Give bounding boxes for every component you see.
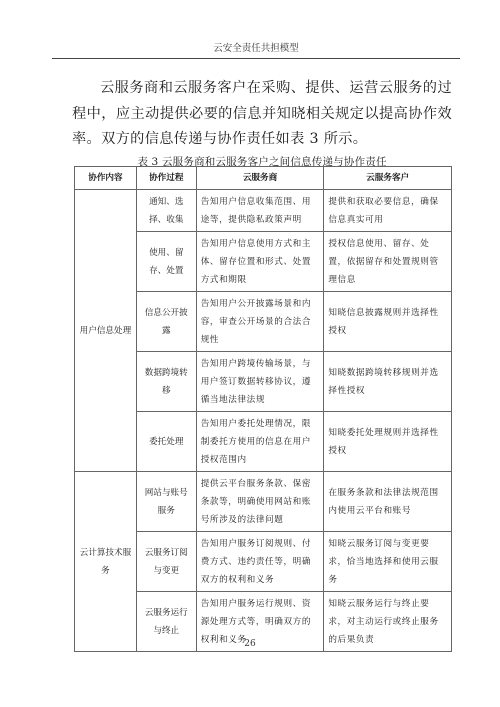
process-cell: 数据跨境转移 <box>136 352 196 412</box>
provider-cell: 告知用户跨境传输场景，与用户签订数据转移协议，遵循当地法律法规 <box>196 352 324 412</box>
customer-cell: 授权信息使用、留存、处置，依据留存和处置规则管理信息 <box>324 232 452 292</box>
customer-cell: 知晓信息披露规则并选择性授权 <box>324 292 452 352</box>
column-header: 协作过程 <box>136 167 196 190</box>
customer-cell: 知晓委托处理规则并选择性授权 <box>324 412 452 472</box>
provider-cell: 告知用户委托处理情况，限制委托方使用的信息在用户授权范围内 <box>196 412 324 472</box>
column-header: 协作内容 <box>75 167 137 190</box>
process-cell: 云服务运行与终止 <box>136 592 196 652</box>
provider-cell: 告知用户服务运行规则、资源处理方式等，明确双方的权利和义务 <box>196 592 324 652</box>
body-paragraph: 云服务商和云服务客户在采购、提供、运营云服务的过程中，应主动提供必要的信息并知晓相关规定以提高协作效率。双方的信息传递与协作责任如表 3 所示。 <box>72 80 452 147</box>
group-cell: 用户信息处理 <box>75 190 137 472</box>
table-row <box>75 190 452 232</box>
customer-cell: 知晓数据跨境转移规则并选择性授权 <box>324 352 452 412</box>
provider-cell: 提供云平台服务条款、保密条款等，明确使用网站和账号所涉及的法律问题 <box>196 472 324 532</box>
provider-cell: 告知用户服务订阅规则、付费方式、违约责任等，明确双方的权利和义务 <box>196 532 324 592</box>
process-cell: 通知、选择、收集 <box>136 190 196 232</box>
customer-cell: 知晓云服务运行与终止要求，对主动运行或终止服务的后果负责 <box>324 592 452 652</box>
provider-cell: 告知用户信息使用方式和主体、留存位置和形式、处置方式和期限 <box>196 232 324 292</box>
process-cell: 委托处理 <box>136 412 196 472</box>
table-row <box>75 472 452 532</box>
customer-cell: 知晓云服务订阅与变更要求，恰当地选择和使用云服务 <box>324 532 452 592</box>
page-number: 26 <box>244 639 256 649</box>
collaboration-table <box>74 166 452 652</box>
column-header: 云服务客户 <box>324 167 452 190</box>
process-cell: 云服务订阅与变更 <box>136 532 196 592</box>
column-header: 云服务商 <box>196 167 324 190</box>
group-cell: 云计算技术服务 <box>75 472 137 652</box>
provider-cell: 告知用户公开披露场景和内容，审查公开场景的合法合规性 <box>196 292 324 352</box>
process-cell: 信息公开披露 <box>136 292 196 352</box>
running-header: 云安全责任共担模型 <box>52 40 460 59</box>
process-cell: 网站与账号服务 <box>136 472 196 532</box>
customer-cell: 提供和获取必要信息，确保信息真实可用 <box>324 190 452 232</box>
table-caption: 表 3 云服务商和云服务客户之间信息传递与协作责任 <box>137 156 387 168</box>
table-header-row <box>75 167 452 190</box>
process-cell: 使用、留存、处置 <box>136 232 196 292</box>
customer-cell: 在服务条款和法律法规范围内使用云平台和账号 <box>324 472 452 532</box>
provider-cell: 告知用户信息收集范围、用途等，提供隐私政策声明 <box>196 190 324 232</box>
